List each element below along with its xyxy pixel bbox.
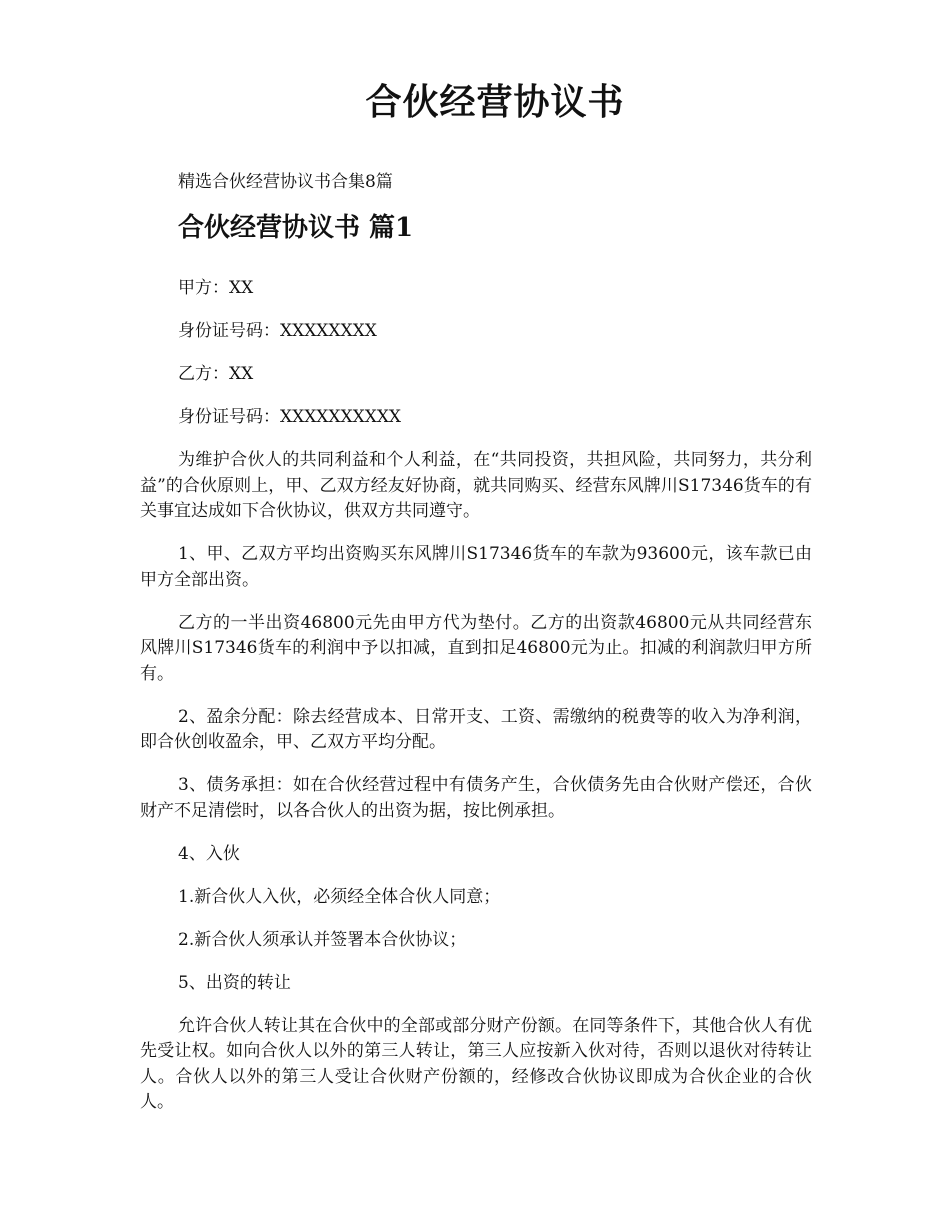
clause-4-item-2: 2.新合伙人须承认并签署本合伙协议； <box>178 929 467 950</box>
party-b-line: 乙方：XX <box>178 364 254 384</box>
clause-2-paragraph: 2、盈余分配：除去经营成本、日常开支、工资、需缴纳的税费等的收入为净利润，即合伙创收盈余，甲、乙双方平均分配。 <box>140 706 812 752</box>
party-a-line: 甲方：XX <box>178 278 254 298</box>
document-body <box>140 276 812 1133</box>
preamble-paragraph: 为维护合伙人的共同利益和个人利益，在“共同投资，共担风险，共同努力，共分利益”的合伙原则上，甲、乙双方经友好协商，就共同购买、经营东风牌川S17346货车的有关事宜达成如下合伙协议，供双方共同遵守。 <box>140 450 812 521</box>
document-subtitle: 精选合伙经营协议书合集8篇 <box>178 172 393 192</box>
party-b-id-line: 身份证号码：XXXXXXXXXX <box>178 407 402 427</box>
clause-5-paragraph: 允许合伙人转让其在合伙中的全部或部分财产份额。在同等条件下，其他合伙人有优先受让权。如向合伙人以外的第三人转让，第三人应按新入伙对待，否则以退伙对待转让人。合伙人以外的第三人受让合伙财产份额的，经修改合伙协议即成为合伙企业的合伙人。 <box>140 1015 812 1112</box>
clause-4-item-1: 1.新合伙人入伙，必须经全体合伙人同意； <box>178 886 501 907</box>
clause-1-continuation: 乙方的一半出资46800元先由甲方代为垫付。乙方的出资款46800元从共同经营东风牌川S17346货车的利润中予以扣减，直到扣足46800元为止。扣减的利润款归甲方所有。 <box>140 612 812 684</box>
clause-3-paragraph: 3、债务承担：如在合伙经营过程中有债务产生，合伙债务先由合伙财产偿还，合伙财产不足清偿时，以各合伙人的出资为据，按比例承担。 <box>140 775 812 821</box>
clause-4-heading: 4、入伙 <box>178 843 240 864</box>
party-a-id-line: 身份证号码：XXXXXXXX <box>178 321 377 341</box>
document-title: 合伙经营协议书 <box>365 81 625 123</box>
clause-5-heading: 5、出资的转让 <box>178 972 291 993</box>
section-heading: 合伙经营协议书 篇1 <box>178 213 414 243</box>
clause-1-paragraph: 1、甲、乙双方平均出资购买东风牌川S17346货车的车款为93600元，该车款已由甲方全部出资。 <box>140 544 812 590</box>
